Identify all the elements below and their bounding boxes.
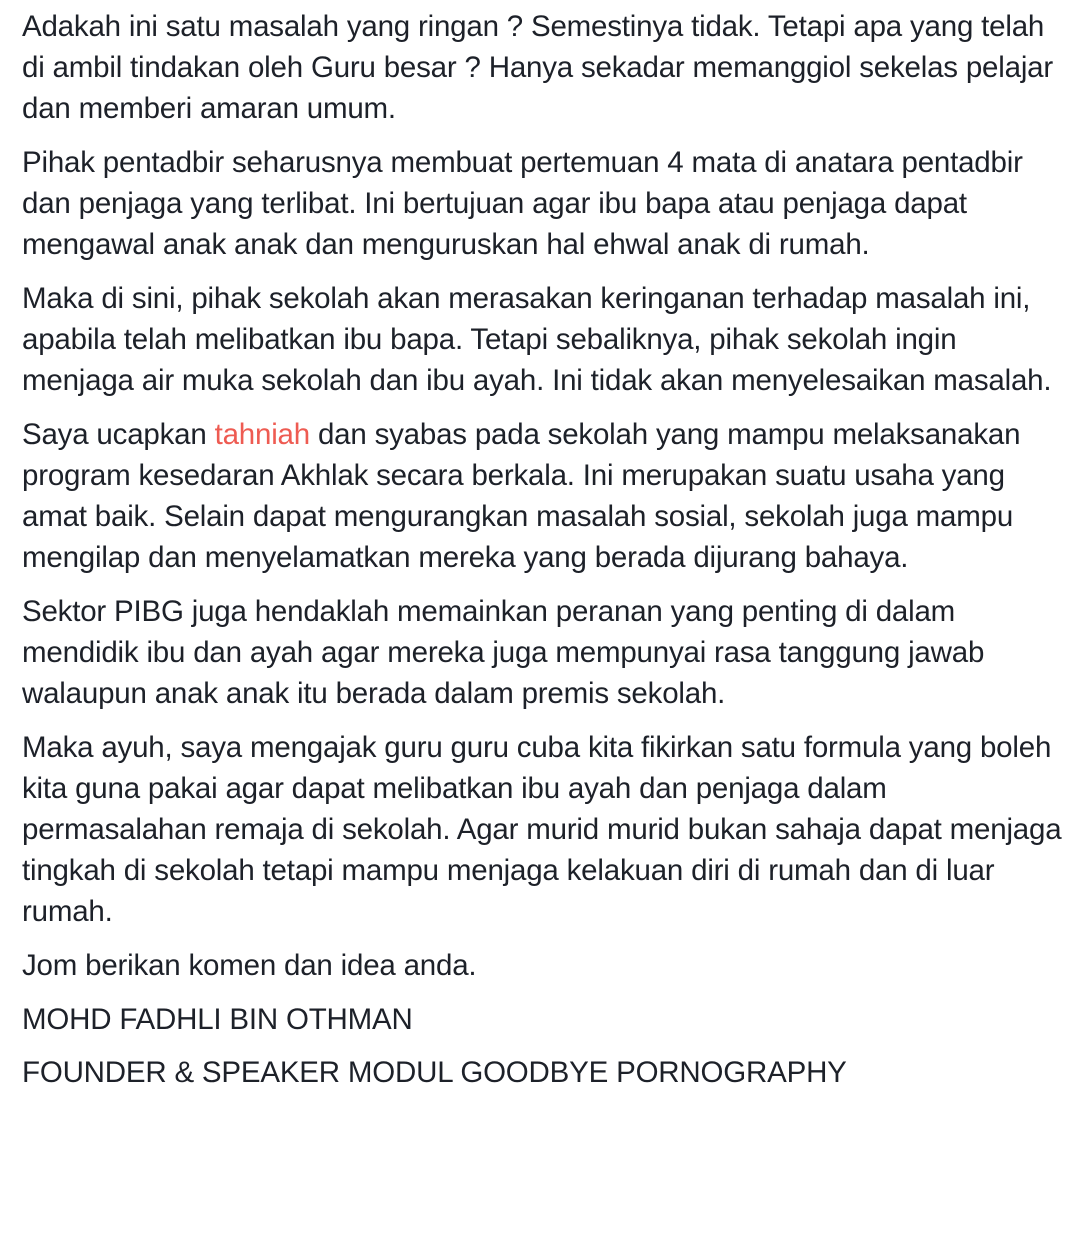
paragraph-question: Adakah ini satu masalah yang ringan ? Semestinya tidak. Tetapi apa yang telah di ambil tindakan oleh Guru besar ? Hanya sekadar memanggiol sekelas pelajar dan memberi amaran umum. (22, 10, 1053, 125)
signature-name: MOHD FADHLI BIN OTHMAN (22, 1003, 413, 1036)
paragraph-school-face: Maka di sini, pihak sekolah akan merasakan keringanan terhadap masalah ini, apabila telah melibatkan ibu bapa. Tetapi sebaliknya, pihak sekolah ingin menjaga air muka sekolah dan ibu ayah. Ini tidak akan menyelesaikan masalah. (22, 282, 1052, 397)
paragraph-invitation: Maka ayuh, saya mengajak guru guru cuba kita fikirkan satu formula yang boleh kita guna pakai agar dapat melibatkan ibu ayah dan penjaga dalam permasalahan remaja di sekolah. Agar murid murid bukan sahaja dapat menjaga tingkah di sekolah tetapi mampu menjaga kelakuan diri di rumah dan di luar rumah. (22, 731, 1062, 928)
signature-title: FOUNDER & SPEAKER MODUL GOODBYE PORNOGRAPHY (22, 1056, 847, 1089)
tahniah-link[interactable]: tahniah (214, 418, 310, 451)
paragraph-call-to-comment: Jom berikan komen dan idea anda. (22, 949, 477, 982)
paragraph-administration: Pihak pentadbir seharusnya membuat pertemuan 4 mata di anatara pentadbir dan penjaga yang terlibat. Ini bertujuan agar ibu bapa atau penjaga dapat mengawal anak anak dan menguruskan hal ehwal anak di rumah. (22, 146, 1023, 261)
paragraph-congratulation (22, 414, 1062, 578)
congratulation-text-before: Saya ucapkan (22, 418, 215, 451)
paragraph-pibg: Sektor PIBG juga hendaklah memainkan peranan yang penting di dalam mendidik ibu dan ayah agar mereka juga mempunyai rasa tanggung jawab walaupun anak anak itu berada dalam premis sekolah. (22, 595, 985, 710)
congratulation-text-after: dan syabas pada sekolah yang mampu melaksanakan program kesedaran Akhlak secara berkala. Ini merupakan suatu usaha yang amat baik. Selain dapat mengurangkan masalah sosial, sekolah juga mampu mengilap dan menyelamatkan mereka yang berada dijurang bahaya. (22, 418, 1021, 574)
post-body (22, 6, 1062, 1105)
